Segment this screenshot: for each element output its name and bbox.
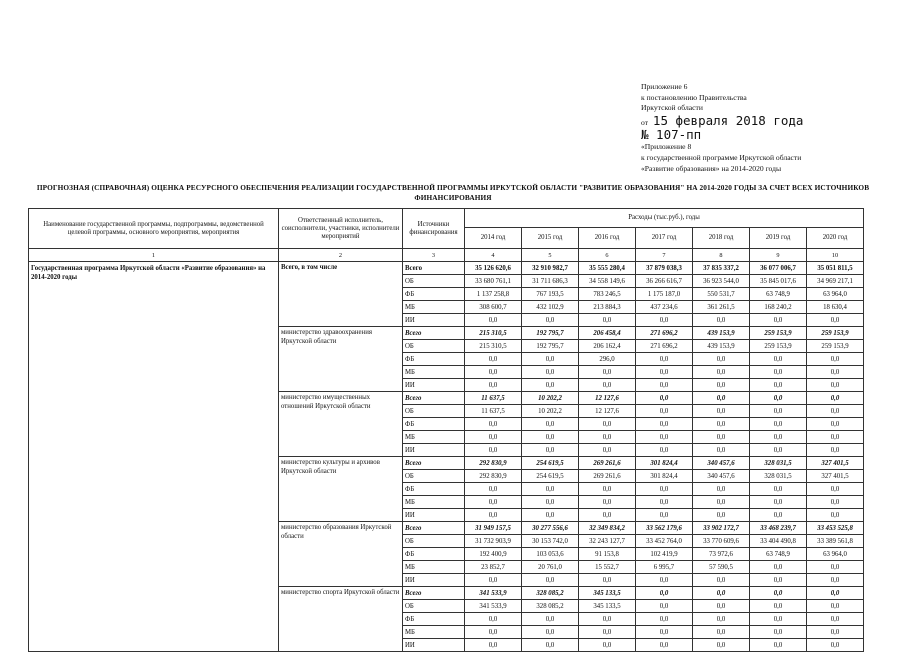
value-cell: 31 711 686,3 <box>522 275 579 288</box>
value-cell: 259 153,9 <box>807 327 864 340</box>
value-cell: 0,0 <box>636 444 693 457</box>
value-cell: 0,0 <box>579 483 636 496</box>
value-cell: 341 533,9 <box>465 600 522 613</box>
value-cell: 0,0 <box>579 626 636 639</box>
value-cell: 345 133,5 <box>579 587 636 600</box>
value-cell: 0,0 <box>693 314 750 327</box>
appendix-line-3: Иркутской области <box>641 103 703 113</box>
value-cell: 0,0 <box>807 600 864 613</box>
value-cell: 361 261,5 <box>693 301 750 314</box>
value-cell: 259 153,9 <box>750 327 807 340</box>
value-cell: 12 127,6 <box>579 392 636 405</box>
value-cell: 0,0 <box>522 574 579 587</box>
value-cell: 0,0 <box>579 444 636 457</box>
value-cell: 23 852,7 <box>465 561 522 574</box>
date-prefix: от <box>641 117 649 127</box>
value-cell: 0,0 <box>465 353 522 366</box>
value-cell: 0,0 <box>693 509 750 522</box>
header-year: 2017 год <box>636 228 693 249</box>
value-cell: 0,0 <box>465 444 522 457</box>
value-cell: 0,0 <box>636 405 693 418</box>
value-cell: 33 468 239,7 <box>750 522 807 535</box>
value-cell: 0,0 <box>807 587 864 600</box>
value-cell: 33 770 609,6 <box>693 535 750 548</box>
value-cell: 0,0 <box>750 496 807 509</box>
appendix-date-line <box>641 114 803 129</box>
value-cell: 11 637,5 <box>465 392 522 405</box>
value-cell: 269 261,6 <box>579 470 636 483</box>
table-row <box>29 262 864 275</box>
value-cell: 0,0 <box>522 639 579 652</box>
header-year: 2018 год <box>693 228 750 249</box>
value-cell: 0,0 <box>465 639 522 652</box>
header-year: 2015 год <box>522 228 579 249</box>
value-cell: 0,0 <box>636 431 693 444</box>
value-cell: 0,0 <box>693 626 750 639</box>
value-cell: 0,0 <box>465 626 522 639</box>
appendix-header <box>641 82 803 174</box>
value-cell: 33 389 561,8 <box>807 535 864 548</box>
value-cell: 308 600,7 <box>465 301 522 314</box>
value-cell: 0,0 <box>807 314 864 327</box>
source-cell: ИИ <box>403 639 465 652</box>
value-cell: 32 910 982,7 <box>522 262 579 275</box>
value-cell: 31 732 903,9 <box>465 535 522 548</box>
source-cell: ФБ <box>403 613 465 626</box>
value-cell: 345 133,5 <box>579 600 636 613</box>
source-cell: Всего <box>403 522 465 535</box>
source-cell: ФБ <box>403 483 465 496</box>
value-cell: 0,0 <box>693 574 750 587</box>
value-cell: 327 401,5 <box>807 457 864 470</box>
value-cell: 439 153,9 <box>693 340 750 353</box>
value-cell: 36 266 616,7 <box>636 275 693 288</box>
column-number: 9 <box>750 249 807 262</box>
appendix-line-2: к постановлению Правительства <box>641 92 747 102</box>
value-cell: 259 153,9 <box>807 340 864 353</box>
value-cell: 103 053,6 <box>522 548 579 561</box>
handwritten-number: № 107-пп <box>641 127 702 143</box>
column-number: 5 <box>522 249 579 262</box>
value-cell: 34 558 149,6 <box>579 275 636 288</box>
value-cell: 340 457,6 <box>693 457 750 470</box>
value-cell: 254 619,5 <box>522 470 579 483</box>
appendix-line-1: Приложение 6 <box>641 82 688 91</box>
value-cell: 0,0 <box>693 431 750 444</box>
handwritten-date: 15 февраля 2018 года <box>652 112 804 128</box>
value-cell: 192 795,7 <box>522 340 579 353</box>
executor-cell: министерство образования Иркутской области <box>279 522 403 587</box>
value-cell: 0,0 <box>807 483 864 496</box>
value-cell: 259 153,9 <box>750 340 807 353</box>
program-name-cell: Государственная программа Иркутской области «Развитие образования» на 2014-2020 годы <box>29 262 279 652</box>
source-cell: ОБ <box>403 275 465 288</box>
value-cell: 0,0 <box>807 496 864 509</box>
value-cell: 0,0 <box>636 366 693 379</box>
value-cell: 0,0 <box>693 587 750 600</box>
value-cell: 0,0 <box>807 613 864 626</box>
source-cell: МБ <box>403 366 465 379</box>
source-cell: ОБ <box>403 600 465 613</box>
value-cell: 0,0 <box>636 587 693 600</box>
header-year: 2014 год <box>465 228 522 249</box>
value-cell: 550 531,7 <box>693 288 750 301</box>
value-cell: 0,0 <box>579 379 636 392</box>
value-cell: 37 879 038,3 <box>636 262 693 275</box>
value-cell: 73 972,6 <box>693 548 750 561</box>
value-cell: 0,0 <box>465 483 522 496</box>
value-cell: 0,0 <box>522 418 579 431</box>
value-cell: 0,0 <box>807 626 864 639</box>
value-cell: 0,0 <box>693 418 750 431</box>
value-cell: 0,0 <box>693 353 750 366</box>
value-cell: 0,0 <box>807 639 864 652</box>
value-cell: 33 680 761,1 <box>465 275 522 288</box>
value-cell: 37 835 337,2 <box>693 262 750 275</box>
value-cell: 0,0 <box>750 392 807 405</box>
value-cell: 0,0 <box>750 561 807 574</box>
source-cell: ОБ <box>403 535 465 548</box>
source-cell: МБ <box>403 431 465 444</box>
value-cell: 35 051 811,5 <box>807 262 864 275</box>
value-cell: 0,0 <box>522 444 579 457</box>
source-cell: ФБ <box>403 288 465 301</box>
value-cell: 102 419,9 <box>636 548 693 561</box>
source-cell: ФБ <box>403 418 465 431</box>
executor-cell: министерство здравоохранения Иркутской области <box>279 327 403 392</box>
value-cell: 767 193,5 <box>522 288 579 301</box>
source-cell: ОБ <box>403 470 465 483</box>
value-cell: 0,0 <box>807 444 864 457</box>
source-cell: Всего <box>403 327 465 340</box>
value-cell: 432 102,9 <box>522 301 579 314</box>
value-cell: 0,0 <box>807 574 864 587</box>
value-cell: 0,0 <box>750 639 807 652</box>
value-cell: 0,0 <box>750 444 807 457</box>
header-year: 2020 год <box>807 228 864 249</box>
value-cell: 327 401,5 <box>807 470 864 483</box>
source-cell: МБ <box>403 301 465 314</box>
value-cell: 0,0 <box>636 639 693 652</box>
value-cell: 0,0 <box>636 314 693 327</box>
value-cell: 0,0 <box>807 392 864 405</box>
value-cell: 206 162,4 <box>579 340 636 353</box>
value-cell: 0,0 <box>693 483 750 496</box>
column-number: 8 <box>693 249 750 262</box>
value-cell: 0,0 <box>522 626 579 639</box>
value-cell: 0,0 <box>636 509 693 522</box>
value-cell: 0,0 <box>807 418 864 431</box>
value-cell: 0,0 <box>465 366 522 379</box>
value-cell: 0,0 <box>636 626 693 639</box>
source-cell: ФБ <box>403 353 465 366</box>
executor-cell: министерство спорта Иркутской области <box>279 587 403 652</box>
value-cell: 33 452 764,0 <box>636 535 693 548</box>
value-cell: 0,0 <box>750 314 807 327</box>
value-cell: 0,0 <box>693 613 750 626</box>
source-cell: ОБ <box>403 340 465 353</box>
value-cell: 0,0 <box>750 431 807 444</box>
value-cell: 328 085,2 <box>522 587 579 600</box>
value-cell: 63 748,9 <box>750 548 807 561</box>
source-cell: ОБ <box>403 405 465 418</box>
value-cell: 20 761,0 <box>522 561 579 574</box>
source-cell: Всего <box>403 392 465 405</box>
value-cell: 0,0 <box>636 574 693 587</box>
source-cell: ФБ <box>403 548 465 561</box>
value-cell: 0,0 <box>693 366 750 379</box>
value-cell: 0,0 <box>636 379 693 392</box>
value-cell: 12 127,6 <box>579 405 636 418</box>
value-cell: 0,0 <box>807 405 864 418</box>
value-cell: 10 202,2 <box>522 392 579 405</box>
value-cell: 0,0 <box>465 509 522 522</box>
value-cell: 271 696,2 <box>636 327 693 340</box>
value-cell: 63 964,0 <box>807 548 864 561</box>
value-cell: 31 949 157,5 <box>465 522 522 535</box>
value-cell: 0,0 <box>693 639 750 652</box>
value-cell: 0,0 <box>750 366 807 379</box>
value-cell: 10 202,2 <box>522 405 579 418</box>
budget-table <box>28 208 864 652</box>
value-cell: 341 533,9 <box>465 587 522 600</box>
value-cell: 0,0 <box>636 483 693 496</box>
value-cell: 0,0 <box>579 418 636 431</box>
value-cell: 0,0 <box>465 574 522 587</box>
value-cell: 33 562 179,6 <box>636 522 693 535</box>
source-cell: Всего <box>403 587 465 600</box>
value-cell: 0,0 <box>465 314 522 327</box>
value-cell: 0,0 <box>579 366 636 379</box>
value-cell: 0,0 <box>636 392 693 405</box>
source-cell: ИИ <box>403 314 465 327</box>
column-number: 6 <box>579 249 636 262</box>
value-cell: 0,0 <box>750 405 807 418</box>
header-year: 2016 год <box>579 228 636 249</box>
value-cell: 0,0 <box>522 379 579 392</box>
value-cell: 1 175 187,0 <box>636 288 693 301</box>
value-cell: 0,0 <box>750 613 807 626</box>
value-cell: 0,0 <box>636 600 693 613</box>
value-cell: 35 845 017,6 <box>750 275 807 288</box>
value-cell: 1 137 258,8 <box>465 288 522 301</box>
value-cell: 0,0 <box>522 366 579 379</box>
value-cell: 292 830,9 <box>465 457 522 470</box>
value-cell: 0,0 <box>636 496 693 509</box>
executor-cell: Всего, в том числе <box>279 262 403 327</box>
header-expenses: Расходы (тыс.руб.), годы <box>465 209 864 228</box>
source-cell: МБ <box>403 561 465 574</box>
value-cell: 0,0 <box>579 509 636 522</box>
value-cell: 30 277 556,6 <box>522 522 579 535</box>
value-cell: 215 310,5 <box>465 340 522 353</box>
header-executor: Ответственный исполнитель, соисполнители, участники, исполнители мероприятий <box>279 209 403 249</box>
header-source: Источники финансирования <box>403 209 465 249</box>
value-cell: 0,0 <box>750 353 807 366</box>
value-cell: 0,0 <box>693 600 750 613</box>
source-cell: Всего <box>403 262 465 275</box>
value-cell: 0,0 <box>750 600 807 613</box>
value-cell: 292 830,9 <box>465 470 522 483</box>
value-cell: 91 153,8 <box>579 548 636 561</box>
value-cell: 0,0 <box>522 509 579 522</box>
value-cell: 296,0 <box>579 353 636 366</box>
value-cell: 0,0 <box>522 353 579 366</box>
source-cell: ИИ <box>403 444 465 457</box>
value-cell: 0,0 <box>807 353 864 366</box>
value-cell: 0,0 <box>579 496 636 509</box>
value-cell: 0,0 <box>579 574 636 587</box>
value-cell: 0,0 <box>579 314 636 327</box>
value-cell: 36 077 006,7 <box>750 262 807 275</box>
value-cell: 6 995,7 <box>636 561 693 574</box>
value-cell: 57 590,5 <box>693 561 750 574</box>
executor-cell: министерство культуры и архивов Иркутской области <box>279 457 403 522</box>
value-cell: 0,0 <box>465 418 522 431</box>
source-cell: ИИ <box>403 509 465 522</box>
value-cell: 206 458,4 <box>579 327 636 340</box>
value-cell: 35 126 620,6 <box>465 262 522 275</box>
value-cell: 0,0 <box>807 366 864 379</box>
value-cell: 0,0 <box>522 431 579 444</box>
source-cell: Всего <box>403 457 465 470</box>
value-cell: 0,0 <box>750 509 807 522</box>
value-cell: 192 795,7 <box>522 327 579 340</box>
value-cell: 0,0 <box>579 431 636 444</box>
value-cell: 0,0 <box>465 613 522 626</box>
appendix-line-6: «Приложение 8 <box>641 142 692 152</box>
value-cell: 0,0 <box>750 418 807 431</box>
value-cell: 0,0 <box>522 314 579 327</box>
value-cell: 0,0 <box>807 561 864 574</box>
value-cell: 35 555 280,4 <box>579 262 636 275</box>
column-number: 10 <box>807 249 864 262</box>
header-name: Наименование государственной программы, подпрограммы, ведомственной целевой программы, основного мероприятия, мероприятия <box>29 209 279 249</box>
value-cell: 783 246,5 <box>579 288 636 301</box>
document-title: ПРОГНОЗНАЯ (СПРАВОЧНАЯ) ОЦЕНКА РЕСУРСНОГО ОБЕСПЕЧЕНИЯ РЕАЛИЗАЦИИ ГОСУДАРСТВЕННОЙ ПРОГРАММЫ ИРКУТСКОЙ ОБЛАСТИ "РАЗВИТИЕ ОБРАЗОВАНИЯ" НА 2014-2020 ГОДЫ ЗА СЧЕТ ВСЕХ ИСТОЧНИКОВ ФИНАНСИРОВАНИЯ <box>36 183 870 202</box>
value-cell: 271 696,2 <box>636 340 693 353</box>
value-cell: 0,0 <box>750 483 807 496</box>
value-cell: 36 923 544,0 <box>693 275 750 288</box>
value-cell: 328 085,2 <box>522 600 579 613</box>
value-cell: 0,0 <box>807 431 864 444</box>
value-cell: 269 261,6 <box>579 457 636 470</box>
value-cell: 0,0 <box>693 405 750 418</box>
value-cell: 168 240,2 <box>750 301 807 314</box>
source-cell: ИИ <box>403 379 465 392</box>
value-cell: 213 884,3 <box>579 301 636 314</box>
value-cell: 30 153 742,0 <box>522 535 579 548</box>
value-cell: 33 902 172,7 <box>693 522 750 535</box>
source-cell: МБ <box>403 496 465 509</box>
value-cell: 0,0 <box>693 392 750 405</box>
column-number: 4 <box>465 249 522 262</box>
value-cell: 0,0 <box>522 483 579 496</box>
value-cell: 340 457,6 <box>693 470 750 483</box>
value-cell: 11 637,5 <box>465 405 522 418</box>
value-cell: 63 964,0 <box>807 288 864 301</box>
value-cell: 215 310,5 <box>465 327 522 340</box>
value-cell: 437 234,6 <box>636 301 693 314</box>
value-cell: 0,0 <box>636 613 693 626</box>
value-cell: 0,0 <box>750 574 807 587</box>
value-cell: 0,0 <box>693 444 750 457</box>
value-cell: 0,0 <box>750 626 807 639</box>
value-cell: 63 748,9 <box>750 288 807 301</box>
header-year: 2019 год <box>750 228 807 249</box>
value-cell: 192 400,9 <box>465 548 522 561</box>
value-cell: 34 969 217,1 <box>807 275 864 288</box>
value-cell: 439 153,9 <box>693 327 750 340</box>
value-cell: 33 453 525,8 <box>807 522 864 535</box>
value-cell: 0,0 <box>636 418 693 431</box>
value-cell: 32 243 127,7 <box>579 535 636 548</box>
value-cell: 0,0 <box>750 379 807 392</box>
column-number: 7 <box>636 249 693 262</box>
value-cell: 0,0 <box>522 496 579 509</box>
value-cell: 15 552,7 <box>579 561 636 574</box>
value-cell: 0,0 <box>465 496 522 509</box>
value-cell: 0,0 <box>579 639 636 652</box>
appendix-line-7: к государственной программе Иркутской области <box>641 152 802 162</box>
value-cell: 328 031,5 <box>750 470 807 483</box>
value-cell: 0,0 <box>693 496 750 509</box>
value-cell: 0,0 <box>465 379 522 392</box>
source-cell: МБ <box>403 626 465 639</box>
value-cell: 0,0 <box>636 353 693 366</box>
value-cell: 33 404 490,8 <box>750 535 807 548</box>
column-number: 2 <box>279 249 403 262</box>
value-cell: 301 824,4 <box>636 457 693 470</box>
value-cell: 328 031,5 <box>750 457 807 470</box>
value-cell: 254 619,5 <box>522 457 579 470</box>
value-cell: 0,0 <box>579 613 636 626</box>
column-number: 1 <box>29 249 279 262</box>
value-cell: 32 349 834,2 <box>579 522 636 535</box>
value-cell: 0,0 <box>522 613 579 626</box>
appendix-line-8: «Развитие образования» на 2014-2020 годы <box>641 163 782 173</box>
value-cell: 0,0 <box>465 431 522 444</box>
value-cell: 301 824,4 <box>636 470 693 483</box>
source-cell: ИИ <box>403 574 465 587</box>
value-cell: 0,0 <box>750 587 807 600</box>
value-cell: 0,0 <box>807 509 864 522</box>
executor-cell: министерство имущественных отношений Иркутской области <box>279 392 403 457</box>
value-cell: 0,0 <box>693 379 750 392</box>
value-cell: 18 630,4 <box>807 301 864 314</box>
value-cell: 0,0 <box>807 379 864 392</box>
column-number: 3 <box>403 249 465 262</box>
